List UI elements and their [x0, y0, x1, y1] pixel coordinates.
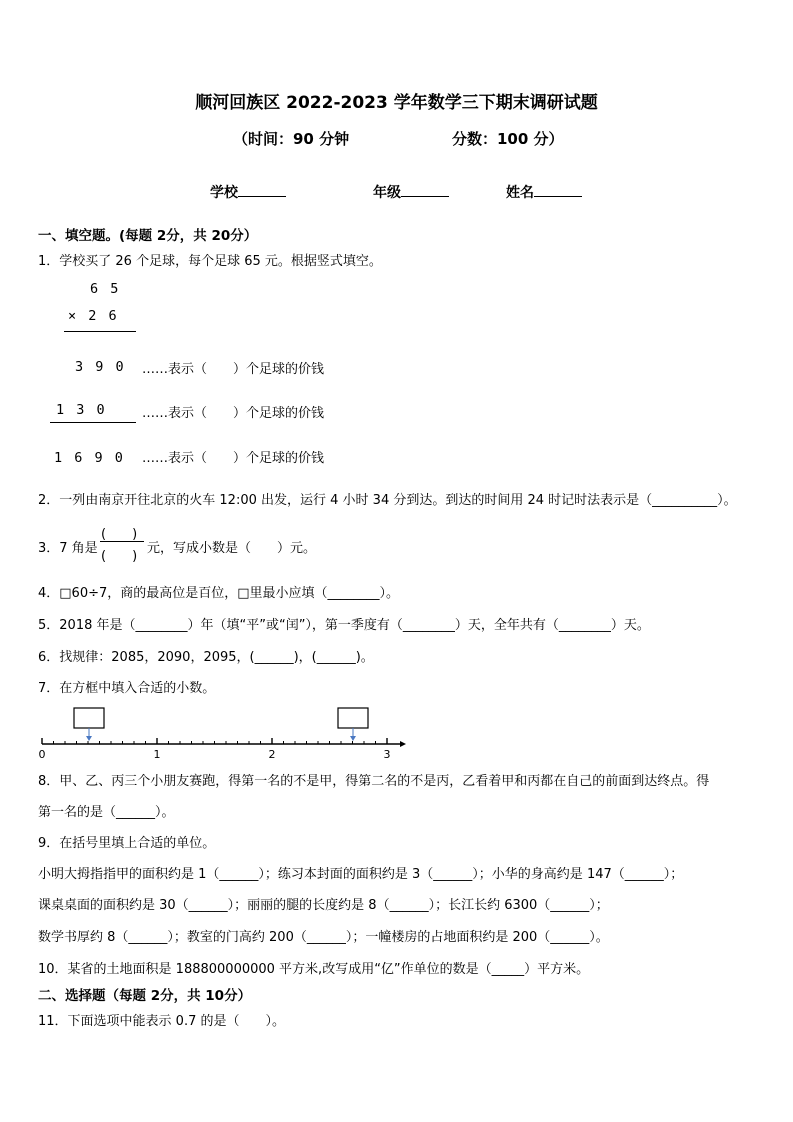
product-line-2: [50, 422, 136, 423]
page-title: 顺河回族区 2022-2023 学年数学三下期末调研试题: [195, 93, 598, 113]
question-6[interactable]: 6．找规律：2085，2090，2095，(______)，(______)。: [38, 650, 374, 665]
school-field[interactable]: [210, 182, 286, 202]
question-7: 7．在方框中填入合适的小数。: [38, 681, 216, 696]
multiplier: × 2 6: [68, 308, 119, 324]
product-total: 1 6 9 0: [54, 450, 125, 466]
partial-1-note[interactable]: ……表示（ ）个足球的价钱: [142, 362, 325, 377]
tick-label-0: 0: [38, 748, 46, 760]
question-4[interactable]: 4．□60÷7，商的最高位是百位，□里最小应填（________）。: [38, 586, 400, 601]
school-label: 学校: [210, 185, 238, 201]
partial-2-note[interactable]: ……表示（ ）个足球的价钱: [142, 406, 325, 421]
multiplicand: 6 5: [90, 281, 121, 297]
answer-box-1[interactable]: [74, 708, 104, 728]
fraction-numerator[interactable]: ( ): [101, 527, 138, 542]
question-11[interactable]: 11．下面选项中能表示 0.7 的是（ ）。: [38, 1014, 285, 1029]
question-2[interactable]: 2．一列由南京开往北京的火车 12:00 出发，运行 4 小时 34 分到达。到达的时间用 24 时记时法表示是（__________）。: [38, 493, 737, 508]
question-1: 1．学校买了 26 个足球，每个足球 65 元。根据竖式填空。: [38, 254, 382, 269]
fraction-denominator[interactable]: ( ): [101, 549, 138, 564]
product-line-1: [64, 331, 136, 332]
tick-label-2: 2: [268, 748, 276, 760]
exam-score: 分数：100 分）: [452, 130, 564, 148]
question-10[interactable]: 10．某省的土地面积是 188800000000 平方米,改写成用“亿”作单位的数是（_____）平方米。: [38, 962, 590, 977]
question-9-line-2[interactable]: 课桌桌面的面积约是 30（______）；丽丽的腿的长度约是 8（______）；长江长约 6300（______）；: [38, 898, 609, 913]
exam-time: （时间：90 分钟: [233, 130, 350, 148]
tick-label-1: 1: [153, 748, 161, 760]
question-8-line-2[interactable]: 第一名的是（______）。: [38, 805, 175, 820]
name-label: 姓名: [506, 185, 534, 201]
question-9: 9．在括号里填上合适的单位。: [38, 836, 216, 851]
number-line: [36, 704, 416, 760]
tick-label-3: 3: [383, 748, 391, 760]
partial-product-2: 1 3 0: [56, 402, 107, 418]
total-note[interactable]: ……表示（ ）个足球的价钱: [142, 451, 325, 466]
grade-blank[interactable]: [401, 182, 449, 197]
tick-marks: [42, 738, 387, 744]
question-9-line-1[interactable]: 小明大拇指指甲的面积约是 1（______）；练习本封面的面积约是 3（______）；小华的身高约是 147（______）；: [38, 867, 684, 882]
school-blank[interactable]: [238, 182, 286, 197]
fraction-bar: [100, 541, 144, 542]
question-3-prefix: 3．7 角是: [38, 541, 98, 556]
name-field[interactable]: [506, 182, 582, 202]
grade-field[interactable]: [373, 182, 449, 202]
question-8-line-1: 8．甲、乙、丙三个小朋友赛跑，得第一名的不是甲，得第二名的不是丙，乙看着甲和丙都在自己的前面到达终点。得: [38, 774, 710, 789]
arrow-2-head: [350, 736, 356, 741]
question-9-line-3[interactable]: 数学书厚约 8（______）；教室的门高约 200（______）；一幢楼房的占地面积约是 200（______）。: [38, 930, 609, 945]
section-1-heading: 一、填空题。(每题 2分，共 20分）: [38, 228, 258, 244]
partial-product-1: 3 9 0: [75, 359, 126, 375]
axis-arrow: [400, 741, 406, 747]
section-2-heading: 二、选择题（每题 2分，共 10分）: [38, 988, 252, 1004]
question-5[interactable]: 5．2018 年是（________）年（填“平”或“闰”），第一季度有（________）天，全年共有（________）天。: [38, 618, 650, 633]
answer-box-2[interactable]: [338, 708, 368, 728]
question-3-suffix[interactable]: 元，写成小数是（ ）元。: [147, 541, 317, 556]
grade-label: 年级: [373, 185, 401, 201]
name-blank[interactable]: [534, 182, 582, 197]
arrow-1-head: [86, 736, 92, 741]
